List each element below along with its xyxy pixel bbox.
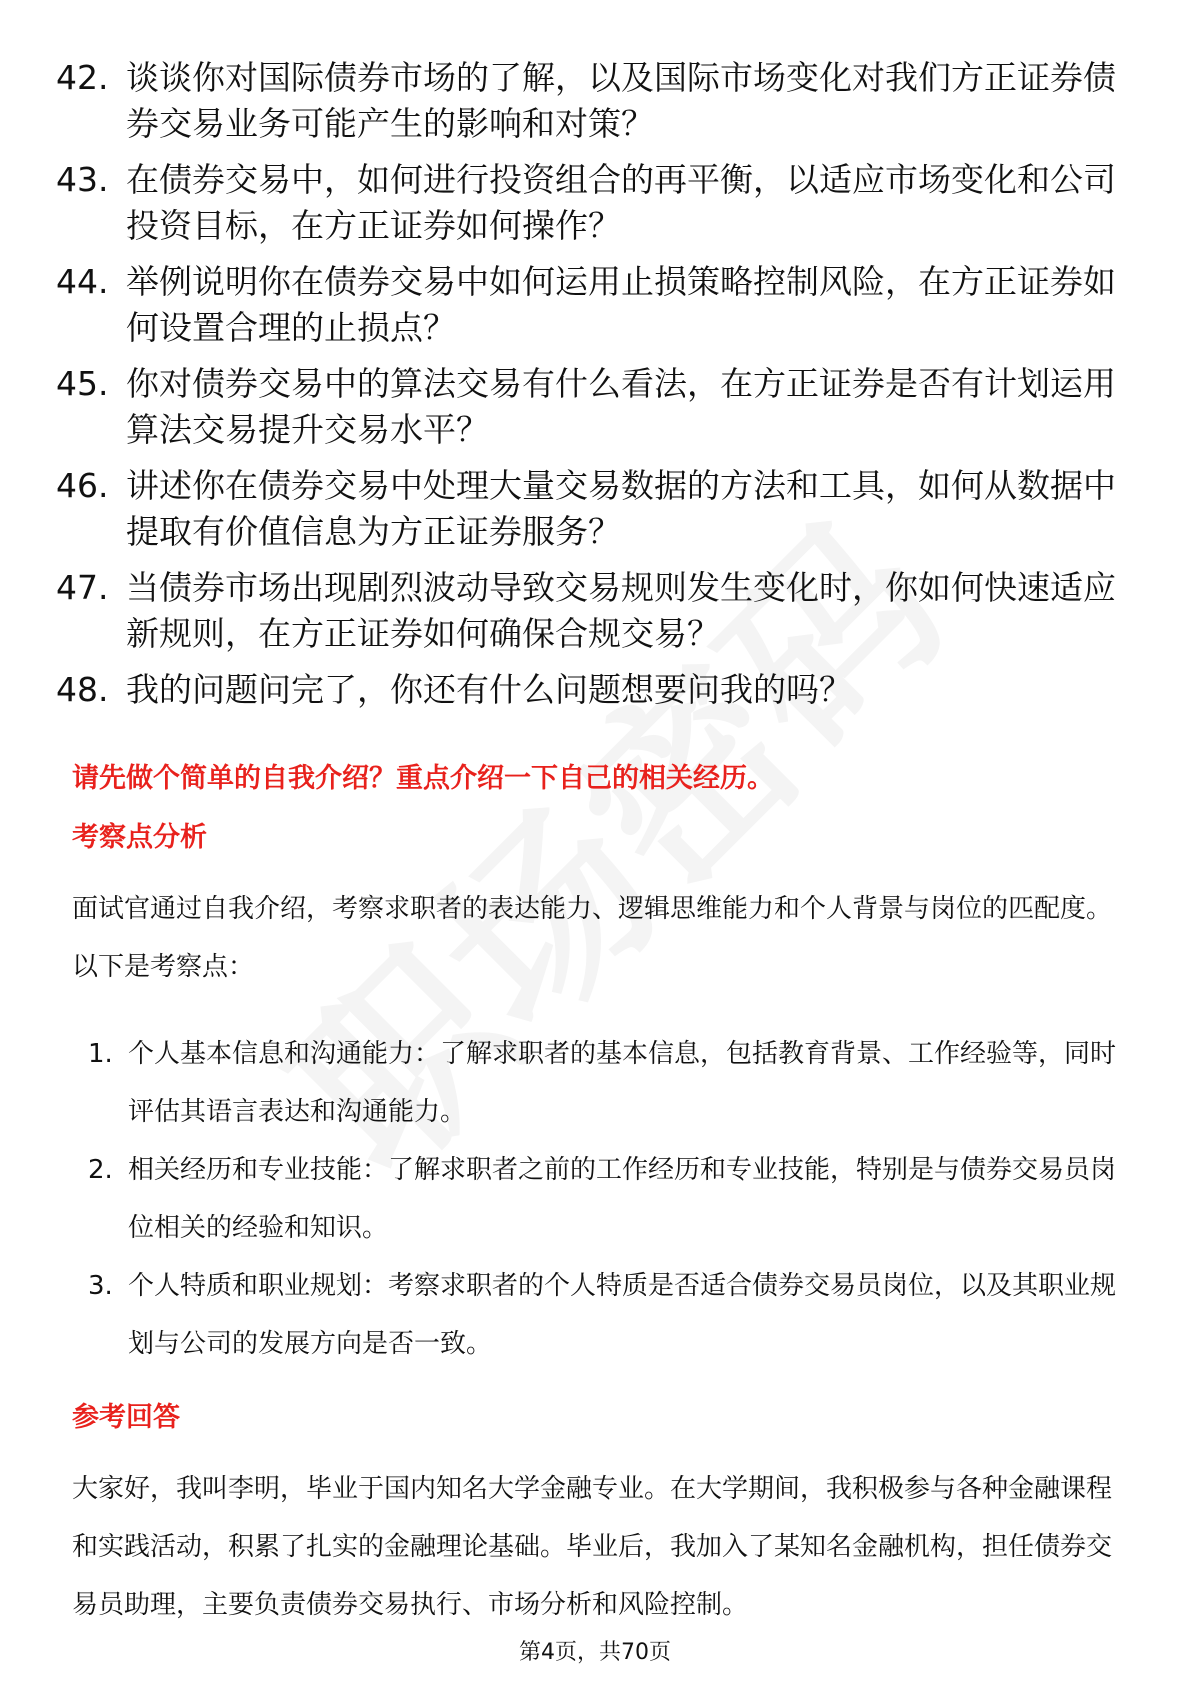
- analysis-point: [88, 1025, 1118, 1141]
- question-text: 你对债券交易中的算法交易有什么看法，在方正证券是否有计划运用算法交易提升交易水平？: [126, 364, 1116, 449]
- answer-text: 大家好，我叫李明，毕业于国内知名大学金融专业。在大学期间，我积极参与各种金融课程和实践活动，积累了扎实的金融理论基础。毕业后，我加入了某知名金融机构，担任债券交易员助理，主要负责债券交易执行、市场分析和风险控制。: [72, 1474, 1113, 1620]
- point-number: 3.: [88, 1271, 113, 1301]
- question-text: 在债券交易中，如何进行投资组合的再平衡，以适应市场变化和公司投资目标，在方正证券如何操作？: [126, 160, 1116, 245]
- analysis-label: 考察点分析: [72, 822, 207, 853]
- point-text: 个人特质和职业规划：考察求职者的个人特质是否适合债券交易员岗位，以及其职业规划与公司的发展方向是否一致。: [128, 1271, 1117, 1359]
- question-item: [56, 361, 1116, 453]
- question-number: 46.: [56, 466, 109, 505]
- analysis-point: [88, 1141, 1118, 1257]
- question-item: [56, 667, 1116, 713]
- question-number: 48.: [56, 670, 109, 709]
- question-number: 42.: [56, 58, 109, 97]
- answer-label: 参考回答: [72, 1402, 180, 1433]
- question-item: [56, 157, 1116, 249]
- analysis-points: [88, 1025, 1118, 1373]
- point-number: 2.: [88, 1155, 113, 1185]
- analysis-point: [88, 1257, 1118, 1373]
- point-text: 个人基本信息和沟通能力：了解求职者的基本信息，包括教育背景、工作经验等，同时评估其语言表达和沟通能力。: [128, 1039, 1117, 1127]
- page-footer: 第4页，共70页: [519, 1640, 671, 1665]
- analysis-intro: 面试官通过自我介绍，考察求职者的表达能力、逻辑思维能力和个人背景与岗位的匹配度。以下是考察点：: [72, 894, 1113, 982]
- question-item: [56, 55, 1116, 147]
- question-item: [56, 259, 1116, 351]
- question-text: 举例说明你在债券交易中如何运用止损策略控制风险，在方正证券如何设置合理的止损点？: [126, 262, 1116, 347]
- question-number: 44.: [56, 262, 109, 301]
- question-item: [56, 565, 1116, 657]
- question-number: 47.: [56, 568, 109, 607]
- question-text: 讲述你在债券交易中处理大量交易数据的方法和工具，如何从数据中提取有价值信息为方正证券服务？: [126, 466, 1116, 551]
- question-list: [56, 55, 1116, 723]
- point-text: 相关经历和专业技能：了解求职者之前的工作经历和专业技能，特别是与债券交易员岗位相关的经验和知识。: [128, 1155, 1117, 1243]
- question-text: 当债券市场出现剧烈波动导致交易规则发生变化时，你如何快速适应新规则，在方正证券如何确保合规交易？: [126, 568, 1116, 653]
- point-number: 1.: [88, 1039, 113, 1069]
- question-number: 45.: [56, 364, 109, 403]
- question-title: 请先做个简单的自我介绍？重点介绍一下自己的相关经历。: [72, 763, 774, 794]
- question-text: 我的问题问完了，你还有什么问题想要问我的吗？: [126, 670, 852, 709]
- question-item: [56, 463, 1116, 555]
- question-number: 43.: [56, 160, 109, 199]
- question-text: 谈谈你对国际债券市场的了解，以及国际市场变化对我们方正证券债券交易业务可能产生的影响和对策？: [126, 58, 1116, 143]
